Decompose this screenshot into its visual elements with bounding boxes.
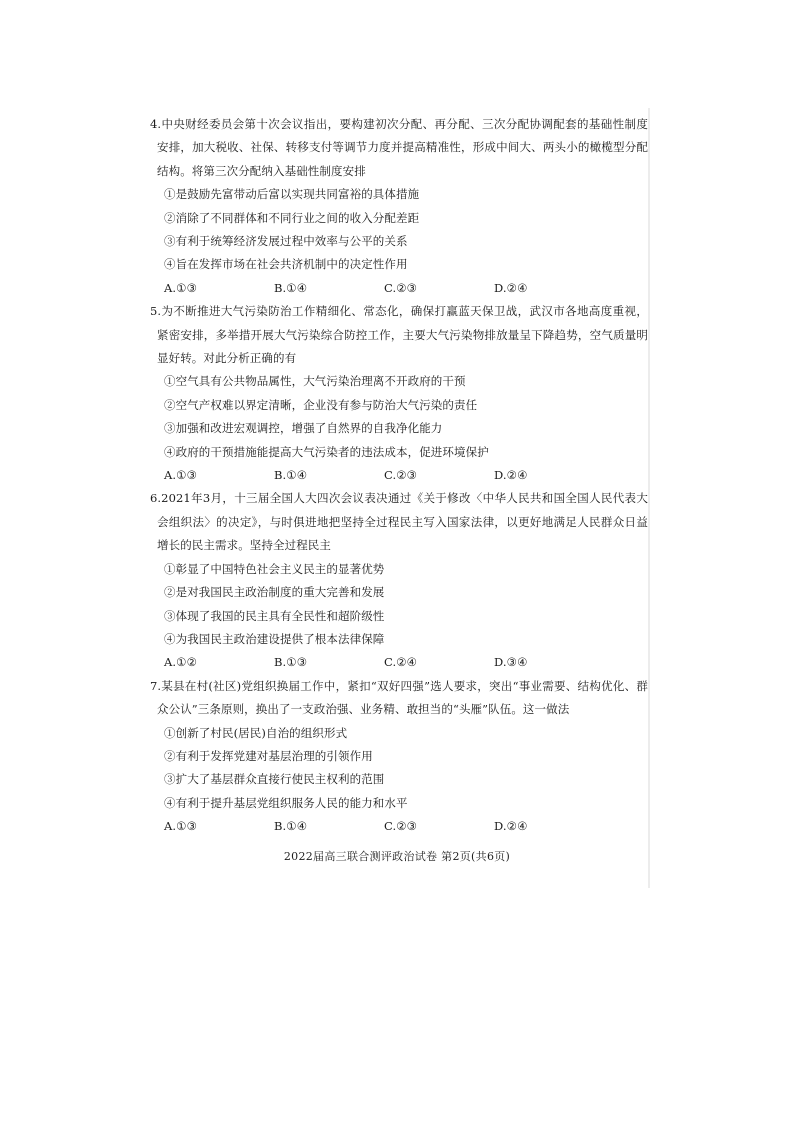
- option-4: ④为我国民主政治建设提供了根本法律保障: [164, 631, 385, 646]
- answer-choices: [164, 815, 648, 838]
- answer-choices: [164, 651, 648, 674]
- option-4: ④有利于提升基层党组织服务人民的能力和水平: [164, 795, 408, 810]
- question-4: [150, 113, 648, 300]
- question-7: [150, 675, 648, 839]
- option-3: ③加强和改进宏观调控，增强了自然界的自我净化能力: [164, 421, 443, 436]
- option-2: ②空气产权难以界定清晰，企业没有参与防治大气污染的责任: [164, 397, 478, 412]
- question-stem: 5.为不断推进大气污染防治工作精细化、常态化，确保打赢蓝天保卫战，武汉市各地高度重视，紧密安排，多举措开展大气污染综合防控工作，主要大气污染物排放量呈下降趋势，空气质量明显好转。对此分析正确的有: [150, 304, 648, 366]
- option-3: ③体现了我国的民主具有全民性和超阶级性: [164, 608, 385, 623]
- option-2: ②有利于发挥党建对基层治理的引领作用: [164, 748, 373, 763]
- choice-a: A.①②: [164, 655, 197, 670]
- choice-d: D.②④: [494, 280, 528, 295]
- choice-c: C.②③: [384, 280, 418, 295]
- choice-a: A.①③: [164, 819, 197, 834]
- question-5: [150, 300, 648, 487]
- choice-c: C.②④: [384, 655, 418, 670]
- choice-c: C.②③: [384, 819, 418, 834]
- choice-c: C.②③: [384, 468, 418, 483]
- choice-a: A.①③: [164, 468, 197, 483]
- choice-d: D.②④: [494, 819, 528, 834]
- choice-b: B.①③: [274, 655, 308, 670]
- option-1: ①是鼓励先富带动后富以实现共同富裕的具体措施: [164, 187, 420, 202]
- option-4: ④旨在发挥市场在社会共济机制中的决定性作用: [164, 257, 408, 272]
- option-1: ①创新了村民(居民)自治的组织形式: [164, 725, 348, 740]
- choice-d: D.③④: [494, 655, 528, 670]
- page-footer: 2022届高三联合测评政治试卷 第2页(共6页): [283, 850, 511, 863]
- choice-b: B.①④: [274, 280, 308, 295]
- question-stem: 7.某县在村(社区)党组织换届工作中，紧扣“双好四强”选人要求，突出“事业需要、结构优化、群众公认”三条原则，换出了一支政治强、业务精、敢担当的“头雁”队伍。这一做法: [150, 678, 648, 717]
- question-stem: 6.2021年3月，十三届全国人大四次会议表决通过《关于修改〈中华人民共和国全国人民代表大会组织法〉的决定》，与时俱进地把坚持全过程民主写入国家法律，以更好地满足人民群众日益增长的民主需求。坚持全过程民主: [150, 491, 648, 553]
- scan-edge-line: [648, 108, 650, 888]
- question-stem: 4.中央财经委员会第十次会议指出，要构建初次分配、再分配、三次分配协调配套的基础性制度安排，加大税收、社保、转移支付等调节力度并提高精准性，形成中间大、两头小的橄榄型分配结构。将第三次分配纳入基础性制度安排: [150, 117, 648, 178]
- question-6: [150, 487, 648, 674]
- option-4: ④政府的干预措施能提高大气污染者的违法成本，促进环境保护: [164, 444, 489, 459]
- option-1: ①彰显了中国特色社会主义民主的显著优势: [164, 561, 385, 576]
- option-2: ②是对我国民主政治制度的重大完善和发展: [164, 585, 385, 600]
- option-3: ③扩大了基层群众直接行使民主权利的范围: [164, 772, 385, 787]
- choice-b: B.①④: [274, 819, 308, 834]
- option-3: ③有利于统筹经济发展过程中效率与公平的关系: [164, 234, 408, 249]
- answer-choices: [164, 464, 648, 487]
- answer-choices: [164, 277, 648, 300]
- choice-a: A.①③: [164, 280, 197, 295]
- option-2: ②消除了不同群体和不同行业之间的收入分配差距: [164, 210, 420, 225]
- option-1: ①空气具有公共物品属性，大气污染治理离不开政府的干预: [164, 374, 466, 389]
- choice-d: D.②④: [494, 468, 528, 483]
- question-list: [150, 113, 648, 839]
- choice-b: B.①④: [274, 468, 308, 483]
